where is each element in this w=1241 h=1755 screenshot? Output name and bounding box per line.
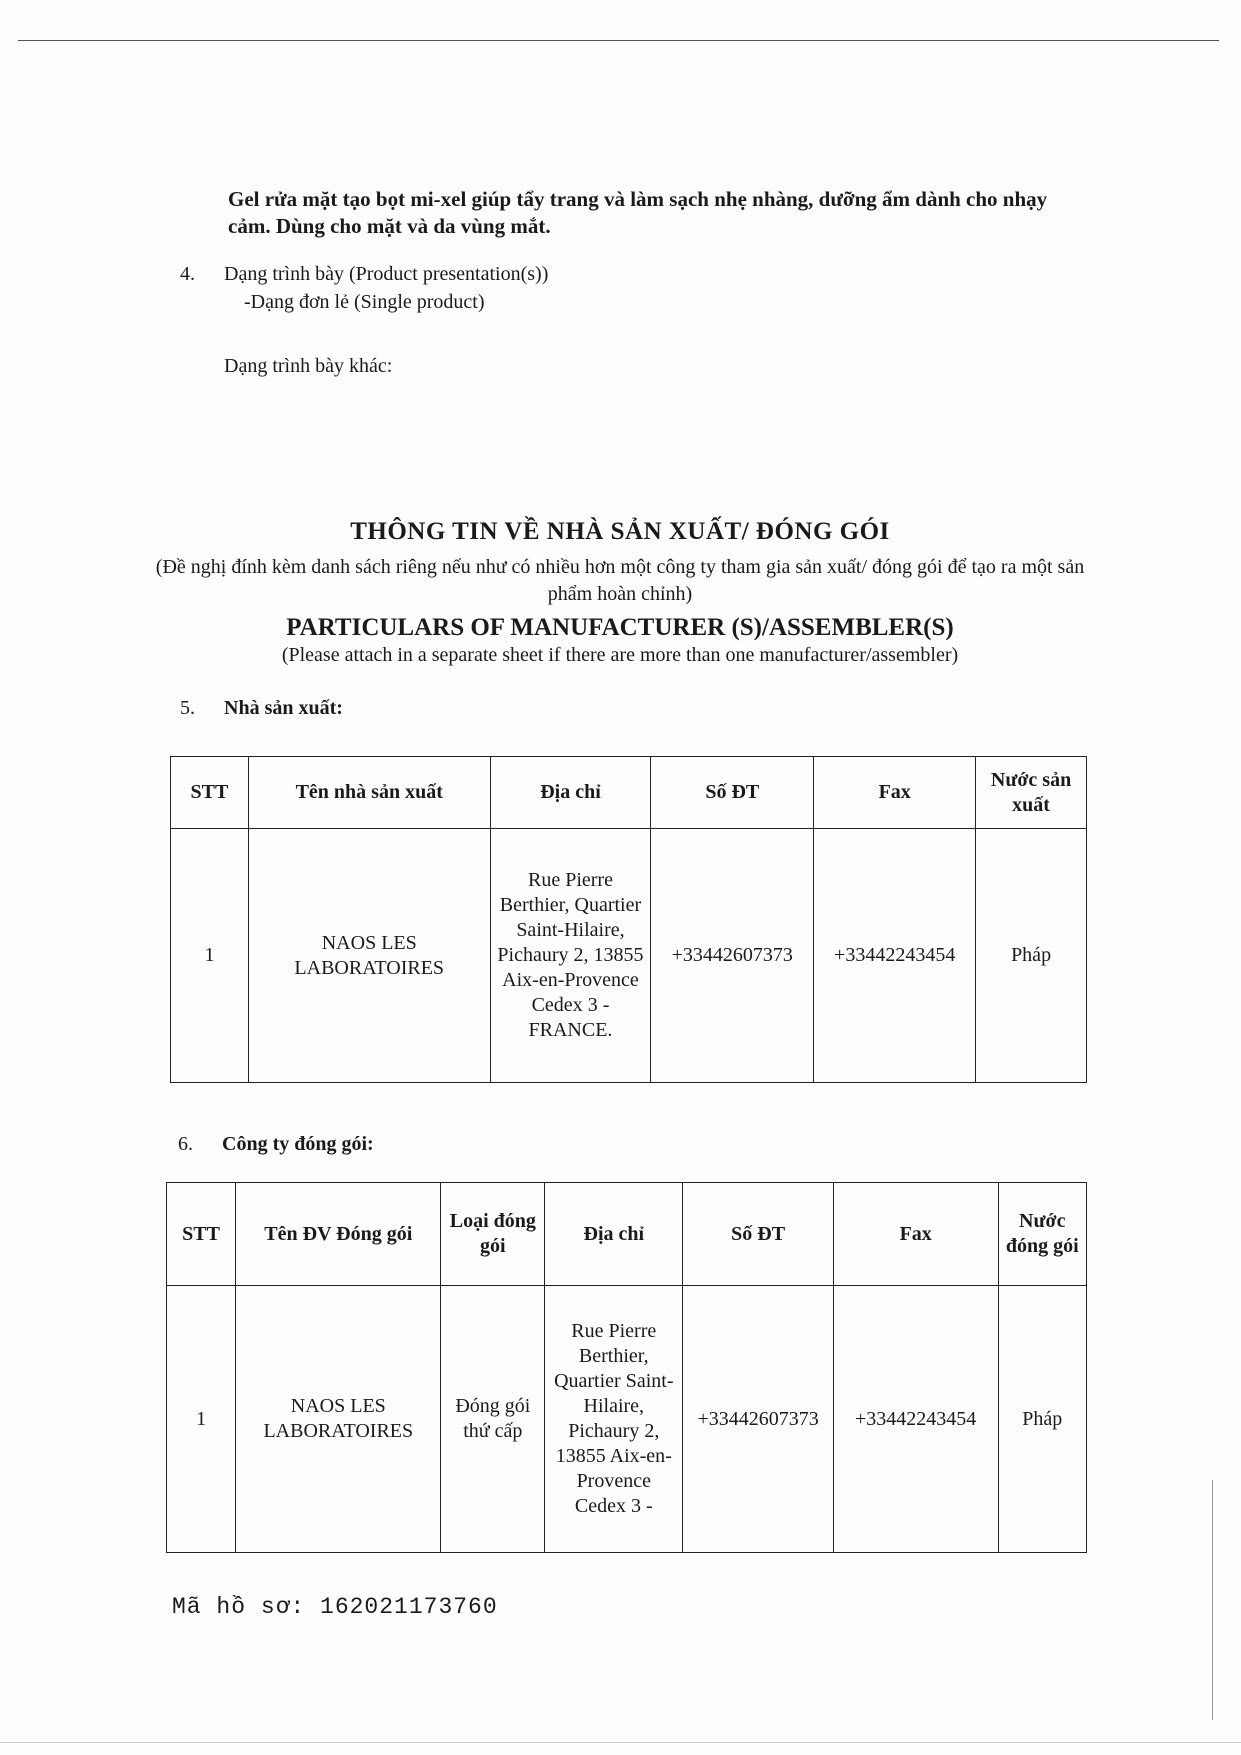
table-cell: Rue Pierre Berthier, Quartier Saint-Hilaire, Pichaury 2, 13855 Aix-en-Provence Cedex 3 - FRANCE. [490,829,651,1083]
header-cell: Fax [833,1183,998,1286]
table-cell: Rue Pierre Berthier, Quartier Saint-Hilaire, Pichaury 2, 13855 Aix-en-Provence Cedex 3 - [545,1286,683,1553]
section-6-number: 6. [178,1133,193,1155]
section-5-title: Nhà sản xuất: [224,697,343,719]
header-cell: Địa chỉ [490,757,651,829]
section-4 [180,260,548,380]
right-margin-rule [1212,1480,1213,1720]
document-code: Mã hồ sơ: 162021173760 [172,1594,498,1620]
table-cell: Pháp [976,829,1087,1083]
header-cell: Tên ĐV Đóng gói [236,1183,441,1286]
section-6-label [178,1133,374,1156]
en-title: PARTICULARS OF MANUFACTURER (S)/ASSEMBLER(S) [286,614,954,641]
table-cell: +33442607373 [651,829,814,1083]
header-cell: Nước sản xuất [976,757,1087,829]
section-6-title: Công ty đóng gói: [222,1133,374,1155]
table-row [167,1286,1087,1553]
table-header-row [167,1183,1087,1286]
table-cell: Pháp [998,1286,1086,1553]
vi-title: THÔNG TIN VỀ NHÀ SẢN XUẤT/ ĐÓNG GÓI [350,518,890,545]
en-note: (Please attach in a separate sheet if there are more than one manufacturer/assembler) [281,644,959,666]
section-4-number: 4. [180,263,195,285]
header-cell: Số ĐT [651,757,814,829]
header-cell: STT [171,757,249,829]
table-cell: NAOS LES LABORATOIRES [236,1286,441,1553]
table-cell: +33442243454 [833,1286,998,1553]
product-description: Gel rửa mặt tạo bọt mi-xel giúp tẩy trang và làm sạch nhẹ nhàng, dưỡng ẩm dành cho nhạy cảm. Dùng cho mặt và da vùng mắt. [228,187,1048,238]
table-header-row [171,757,1087,829]
table-cell: 1 [171,829,249,1083]
top-rule [18,40,1219,41]
other-presentation-line: Dạng trình bày khác: [224,355,393,377]
header-cell: Địa chỉ [545,1183,683,1286]
header-cell: Số ĐT [683,1183,833,1286]
header-cell: Nước đóng gói [998,1183,1086,1286]
header-cell: Tên nhà sản xuất [248,757,490,829]
table-row [171,829,1087,1083]
section-5-label [180,697,343,720]
bottom-rule [0,1742,1241,1743]
header-cell: Loại đóng gói [441,1183,545,1286]
header-cell: Fax [814,757,976,829]
header-cell: STT [167,1183,236,1286]
table-cell: NAOS LES LABORATOIRES [248,829,490,1083]
table-cell: 1 [167,1286,236,1553]
single-product-line: -Dạng đơn lẻ (Single product) [244,291,485,313]
manufacturer-table [170,756,1087,1083]
table-cell: +33442607373 [683,1286,833,1553]
packager-table [166,1182,1087,1553]
manufacturer-heading [150,518,1090,667]
vi-note: (Đề nghị đính kèm danh sách riêng nếu như có nhiều hơn một công ty tham gia sản xuất/ đóng gói để tạo ra một sản phẩm hoàn chỉnh) [155,556,1085,605]
section-5-number: 5. [180,697,195,719]
table-cell: +33442243454 [814,829,976,1083]
section-4-title: Dạng trình bày (Product presentation(s)) [224,263,549,285]
table-cell: Đóng gói thứ cấp [441,1286,545,1553]
